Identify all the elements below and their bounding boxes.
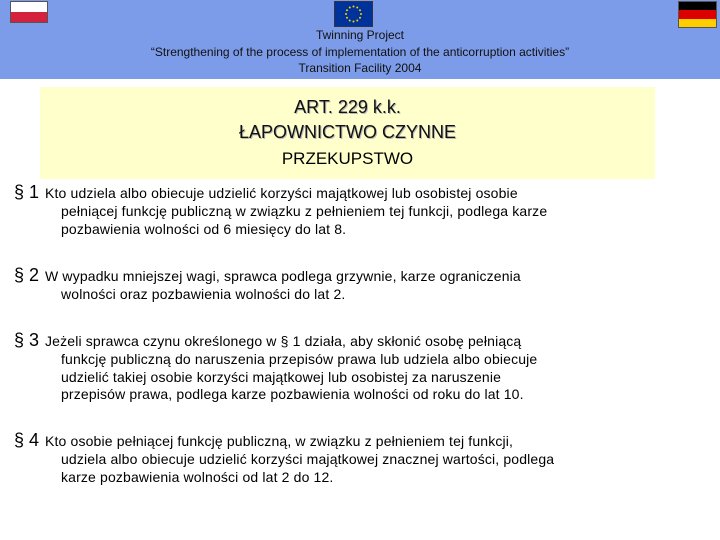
paragraph-line: pełniącej funkcję publiczną w związku z pełnieniem tej funkcji, podlega karze [61,203,548,219]
eu-star-icon [346,9,348,11]
paragraph-symbol: § 4 [14,430,40,450]
paragraph-text: Kto udziela albo obiecuje udzielić korzyści majątkowej lub osobistej osobie [45,185,518,201]
poland-flag-icon [10,1,48,23]
paragraph-line: funkcję publiczną do naruszenia przepisów prawa lub udziela albo obiecuje [61,351,538,367]
eu-star-icon [359,17,361,19]
paragraph-2 [14,265,674,304]
eu-star-icon [356,20,358,22]
paragraph-text: Kto osobie pełniącej funkcję publiczną, w związku z pełnieniem tej funkcji, [45,433,514,449]
paragraph-text: W wypadku mniejszej wagi, sprawca podlega grzywnie, karze ograniczenia [45,268,521,284]
paragraph-4 [14,430,674,486]
paragraph-symbol: § 1 [14,182,40,202]
eu-star-icon [349,20,351,22]
article-title: ART. 229 k.k. [294,97,401,117]
paragraph-symbol: § 3 [14,330,40,350]
eu-star-icon [359,9,361,11]
project-subtitle: “Strengthening of the process of implementation of the anticorruption activities” [150,44,570,59]
germany-flag-icon [678,1,717,28]
article-alt-name: PRZEKUPSTWO [281,149,414,168]
eu-stars [335,2,372,26]
project-name: Twinning Project [315,28,405,42]
eu-star-icon [349,7,351,9]
paragraph-line: pozbawienia wolności od 6 miesięcy do lat 8. [61,220,347,237]
project-facility: Transition Facility 2004 [298,61,422,75]
paragraph-3 [14,330,674,404]
paragraph-line: wolności oraz pozbawienia wolności do lat 2. [61,286,346,302]
eu-flag-icon [334,1,373,27]
paragraph-line: udziela albo obiecuje udzielić korzyści majątkowej znacznej wartości, podlega [61,451,555,467]
eu-star-icon [345,13,347,15]
eu-star-icon [353,21,355,23]
eu-star-icon [353,6,355,8]
eu-star-icon [360,13,362,15]
article-name: ŁAPOWNICTWO CZYNNE [238,122,456,142]
paragraph-line: przepisów prawa, podlega karze pozbawienia wolności od roku do lat 10. [61,386,524,402]
paragraph-text: Jeżeli sprawca czynu określonego w § 1 działa, aby skłonić osobę pełniącą [45,333,522,349]
paragraph-1 [14,182,674,238]
paragraph-line: karze pozbawienia wolności od lat 2 do 12. [61,468,334,485]
paragraph-line: udzielić takiej osobie korzyści majątkowej lub osobistej za naruszenie [61,368,502,385]
eu-star-icon [356,7,358,9]
paragraph-symbol: § 2 [14,265,40,285]
project-info [0,27,720,77]
header-banner [0,0,720,79]
eu-star-icon [346,17,348,19]
title-box [40,87,655,179]
